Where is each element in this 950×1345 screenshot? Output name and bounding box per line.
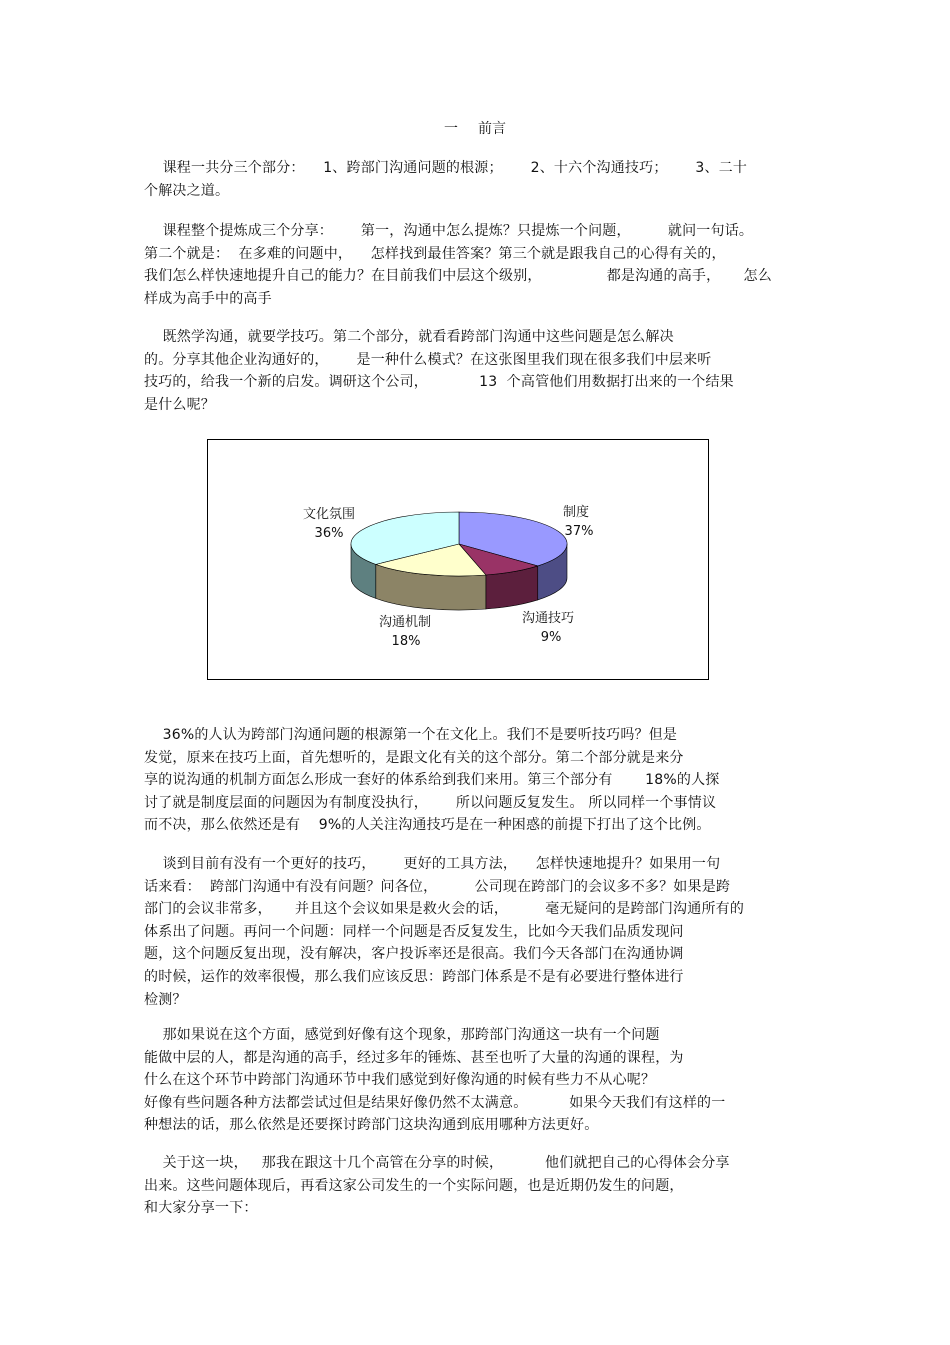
text-line: 体系出了问题。再问一个问题：同样一个问题是否反复发生，比如今天我们品质发现问 [144,923,684,940]
slice-label: 文化氛围 [302,507,356,522]
paragraph-sharing [144,1152,784,1220]
text-line: 部门的会议非常多， 并且这个会议如果是救火会的话， 毫无疑问的是跨部门沟通所有的 [144,901,745,918]
paragraph-course-parts [144,157,784,202]
text-line: 课程整个提炼成三个分享： 第一，沟通中怎么提炼？只提炼一个问题， 就问一句话。 [144,223,754,239]
paragraph-three-shares [144,220,784,310]
text-line: 谈到目前有没有一个更好的技巧， 更好的工具方法， 怎样快速地提升？如果用一句 [144,856,721,872]
text-line: 样成为高手中的高手 [144,290,272,307]
slice-label: 沟通技巧 [521,611,575,626]
text-line: 的时候，运作的效率很慢，那么我们应该反思：跨部门体系是不是有必要进行整体进行 [144,968,684,985]
text-line: 我们怎么样快速地提升自己的能力？在目前我们中层这个级别， 都是沟通的高手， 怎么 [144,268,772,285]
text-line: 能做中层的人，都是沟通的高手，经过多年的锤炼、甚至也听了大量的沟通的课程，为 [144,1049,684,1066]
text-line: 关于这一块， 那我在跟这十几个高管在分享的时候， 他们就把自己的心得体会分享 [144,1155,730,1171]
pie-chart-frame [207,439,709,680]
text-line: 那如果说在这个方面，感觉到好像有这个现象，那跨部门沟通这一块有一个问题 [144,1027,660,1043]
text-line: 好像有些问题各种方法都尝试过但是结果好像仍然不太满意。 如果今天我们有这样的一 [144,1094,726,1111]
slice-value-label: 18% [391,634,421,649]
paragraph-chart-analysis [144,724,784,837]
paragraph-middle-managers [144,1024,784,1137]
text-line: 和大家分享一下： [144,1200,258,1217]
text-line: 题，这个问题反复出现，没有解决，客户投诉率还是很高。我们今天各部门在沟通协调 [144,946,684,963]
text-line: 的。分享其他企业沟通好的， 是一种什么模式？在这张图里我们现在很多我们中层来听 [144,351,712,368]
pie-chart [208,440,710,681]
slice-value-label: 37% [564,524,594,539]
text-line: 发觉，原来在技巧上面，首先想听的，是跟文化有关的这个部分。第二个部分就是来分 [144,749,684,766]
text-line: 讨了就是制度层面的问题因为有制度没执行， 所以问题反复发生。 所以同样一个事情议 [144,794,717,811]
text-line: 种想法的话，那么依然是还要探讨跨部门这块沟通到底用哪种方法更好。 [144,1117,599,1134]
section-heading [0,120,950,138]
text-line: 话来看： 跨部门沟通中有没有问题？问各位， 公司现在跨部门的会议多不多？如果是跨 [144,878,731,895]
text-line: 个解决之道。 [144,182,230,199]
text-line: 享的说沟通的机制方面怎么形成一套好的体系给到我们来用。第三个部分有 18%的人探 [144,772,720,789]
text-line: 什么在这个环节中跨部门沟通环节中我们感觉到好像沟通的时候有些力不从心呢？ [144,1072,656,1089]
slice-label: 制度 [562,505,590,520]
slice-value-label: 36% [314,526,344,541]
text-line: 出来。这些问题体现后，再看这家公司发生的一个实际问题，也是近期仍发生的问题， [144,1177,684,1194]
text-line: 第二个就是： 在多难的问题中， 怎样找到最佳答案？第三个就是跟我自己的心得有关的， [144,245,726,262]
text-line: 课程一共分三个部分： 1、跨部门沟通问题的根源； 2、十六个沟通技巧； 3、二十 [144,160,748,176]
paragraph-better-methods [144,853,784,1011]
section-title: 前言 [478,121,506,137]
text-line: 既然学沟通，就要学技巧。第二个部分，就看看跨部门沟通中这些问题是怎么解决 [144,329,674,345]
paragraph-learn-skills [144,326,784,416]
text-line: 检测？ [144,991,187,1008]
text-line: 36%的人认为跨部门沟通问题的根源第一个在文化上。我们不是要听技巧吗？但是 [144,727,678,743]
text-line: 而不决，那么依然还是有 9%的人关注沟通技巧是在一种困惑的前提下打出了这个比例。 [144,817,711,834]
section-number: 一 [444,121,458,137]
slice-label: 沟通机制 [378,615,432,630]
text-line: 技巧的，给我一个新的启发。调研这个公司， 13 个高管他们用数据打出来的一个结果 [144,374,734,391]
text-line: 是什么呢？ [144,396,215,413]
slice-value-label: 9% [540,630,562,645]
